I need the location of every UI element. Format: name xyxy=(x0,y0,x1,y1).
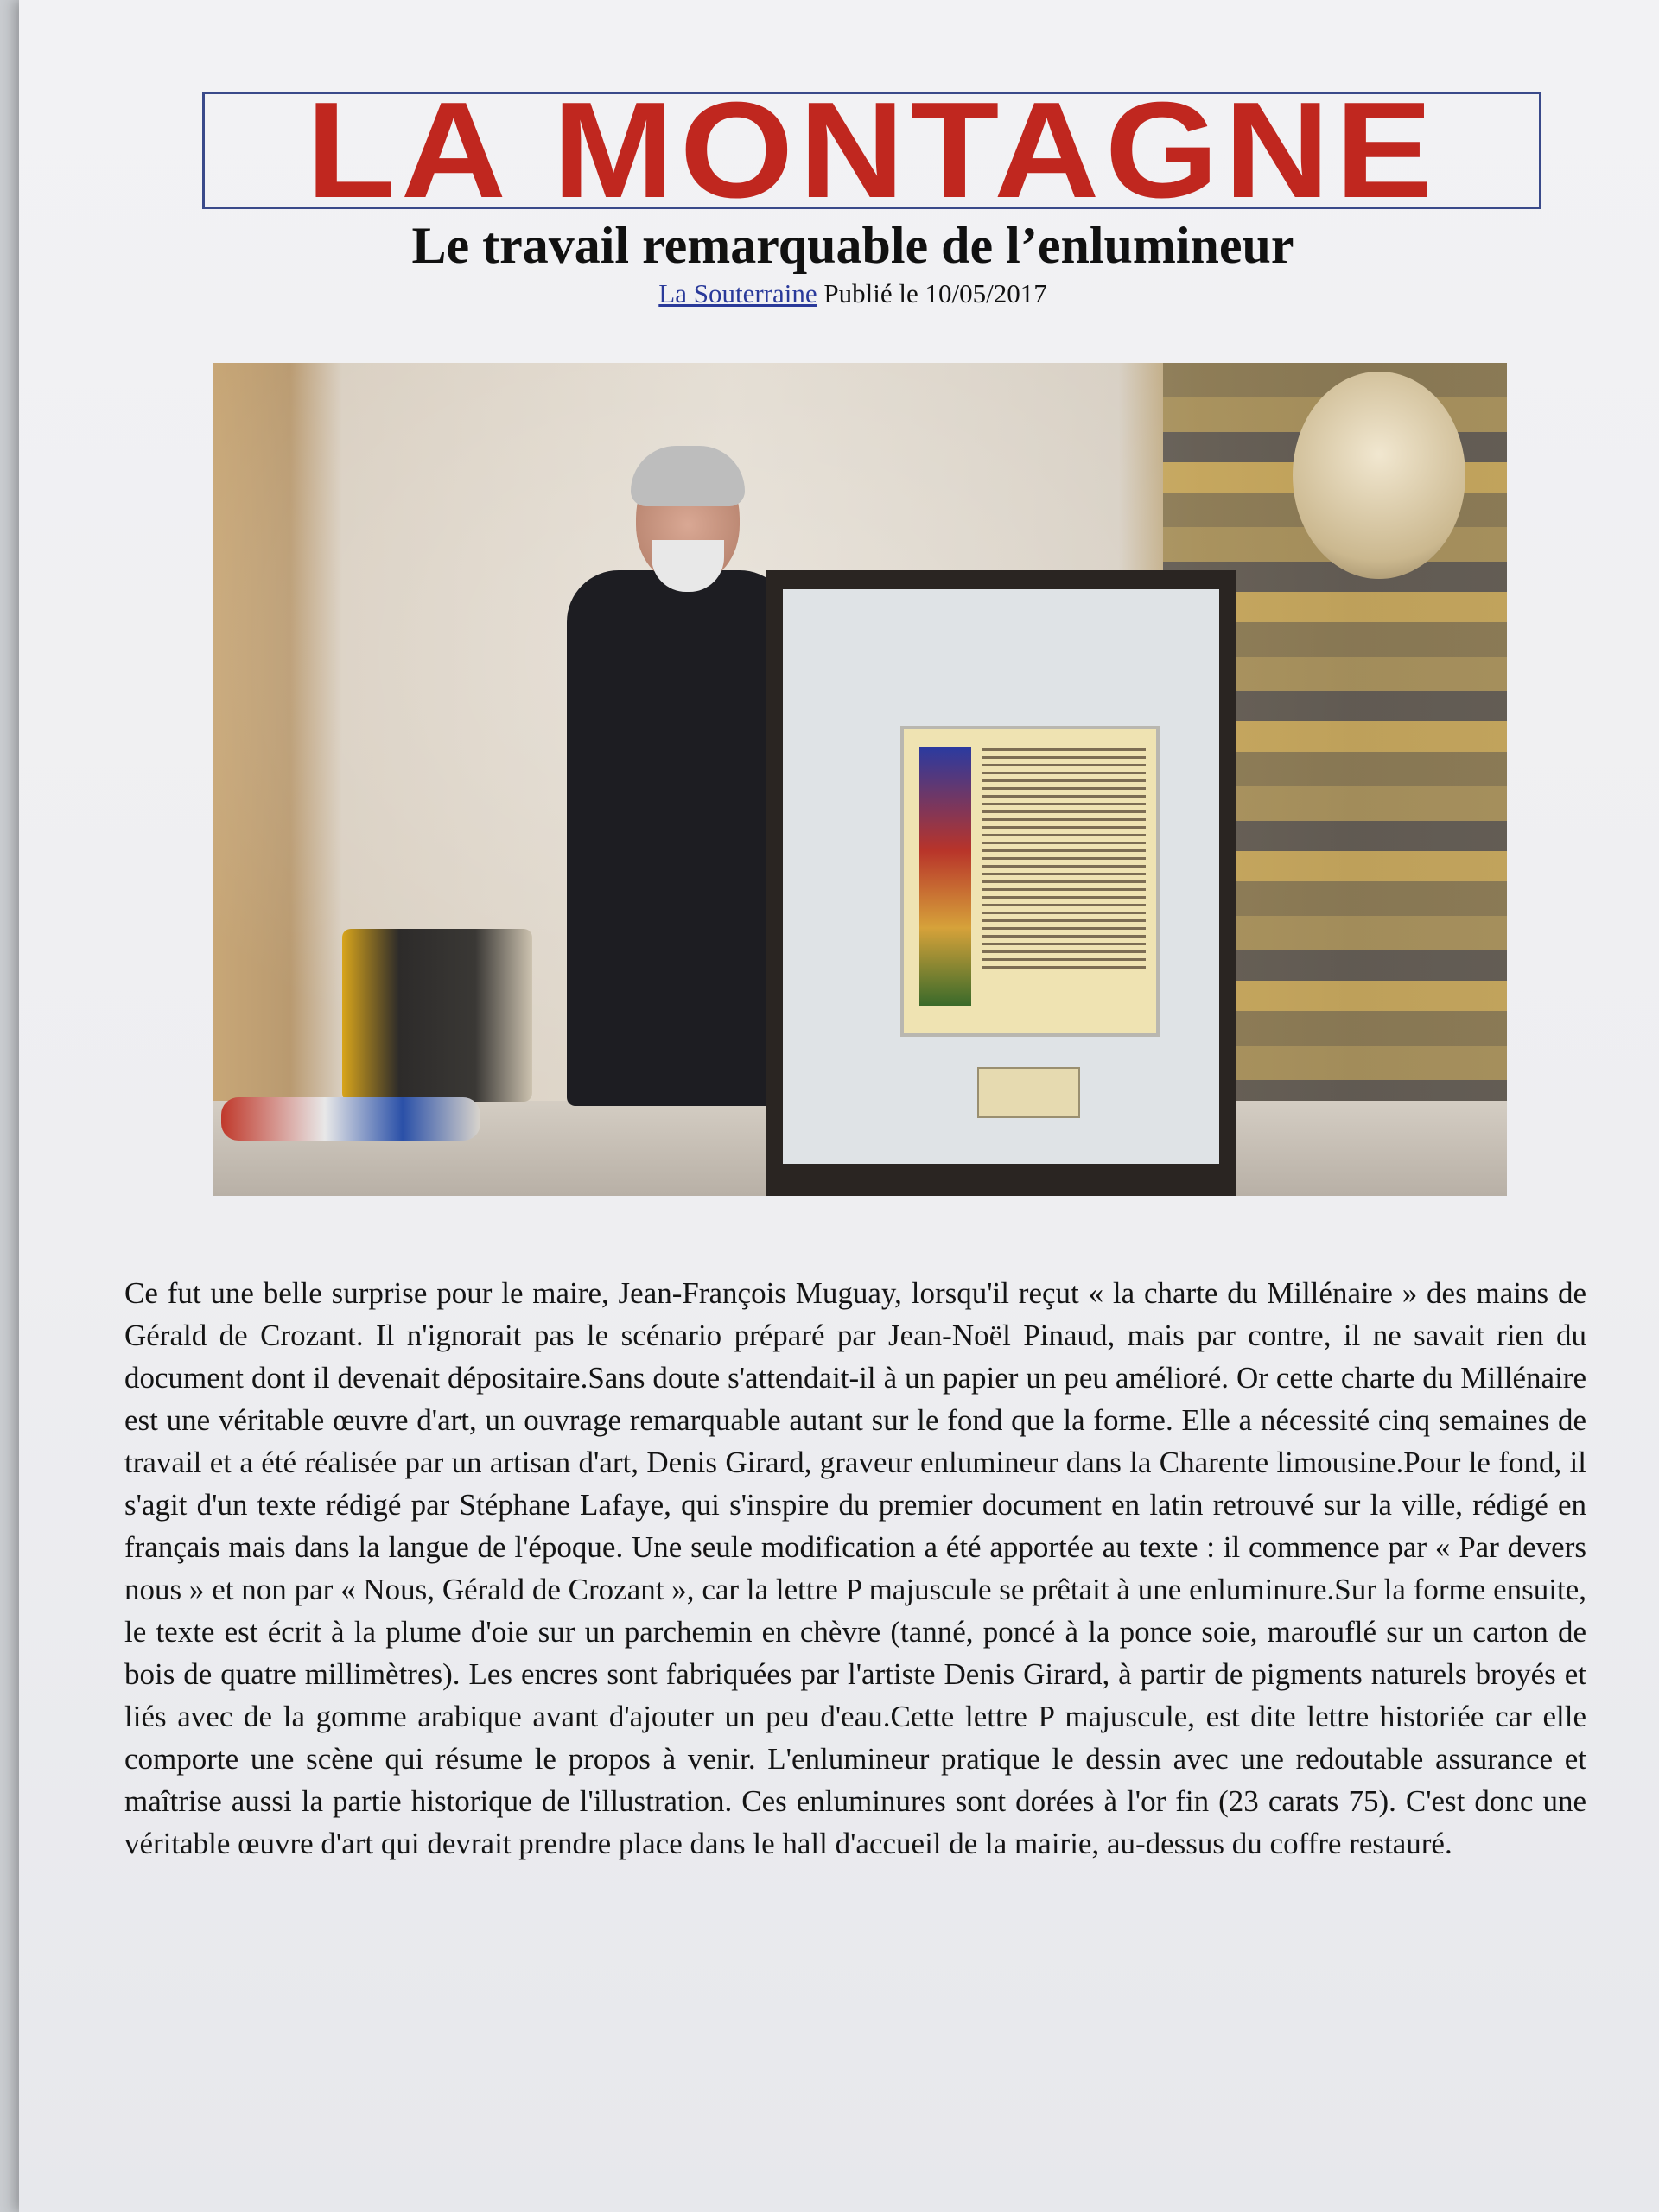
article-body: Ce fut une belle surprise pour le maire, Jean-François Muguay, lorsqu'il reçut « la charte du Millénaire » des mains de Gérald de Crozant. Il n'ignorait pas le scénario préparé par Jean-Noël Pinaud, mais par contre, il ne savait rien du document dont il devenait dépositaire.Sans doute s'attendait-il à un papier un peu amélioré. Or cette charte du Millénaire est une véritable œuvre d'art, un ouvrage remarquable autant sur le fond que la forme. Elle a nécessité cinq semaines de travail et a été réalisée par un artisan d'art, Denis Girard, graveur enlumineur dans la Charente limousine.Pour le fond, il s'agit d'un texte rédigé par Stéphane Lafaye, qui s'inspire du premier document en latin retrouvé sur la ville, rédigé en français mais dans la langue de l'époque. Une seule modification a été apportée au texte : il commence par « Par devers nous » et non par « Nous, Gérald de Crozant », car la lettre P majuscule se prêtait à une enluminure.Sur la forme ensuite, le texte est écrit à la plume d'oie sur un parchemin en chèvre (tanné, poncé à la ponce soie, marouflé sur un carton de bois de quatre millimètres). Les encres sont fabriquées par l'artiste Denis Girard, à partir de pigments naturels broyés et liés avec de la gomme arabique avant d'ajouter un peu d'eau.Cette lettre P majuscule, est dite lettre historiée car elle comporte une scène qui résume le propos à venir. L'enlumineur pratique le dessin avec une redoutable assurance et maîtrise aussi la partie historique de l'illustration. Ces enluminures sont dorées à l'or fin (23 carats 75). C'est donc une véritable œuvre d'art qui devrait prendre place dans le hall d'accueil de la mairie, au-dessus du coffre restauré. xyxy=(124,1276,1586,1860)
photo-man-body xyxy=(567,570,791,1106)
photo-jacket xyxy=(342,929,532,1102)
photo-illuminated-charter xyxy=(900,726,1160,1037)
photo-charter-text-lines xyxy=(982,748,1146,973)
newspaper-masthead xyxy=(202,92,1541,209)
photo-man-hair xyxy=(631,446,745,506)
photo-marianne-bust xyxy=(1293,372,1465,579)
newspaper-name: LA MONTAGNE xyxy=(305,92,1439,209)
article-byline xyxy=(19,278,1659,309)
photo-tricolor-sash xyxy=(221,1097,480,1141)
article-headline: Le travail remarquable de l’enlumineur xyxy=(411,217,1294,274)
photo-illuminated-letter xyxy=(919,747,971,1006)
photo-frame-plaque xyxy=(977,1067,1080,1118)
location-link[interactable]: La Souterraine xyxy=(658,278,817,308)
publish-date: Publié le 10/05/2017 xyxy=(823,278,1047,308)
printed-page xyxy=(19,0,1659,2212)
article-photo xyxy=(213,363,1507,1196)
